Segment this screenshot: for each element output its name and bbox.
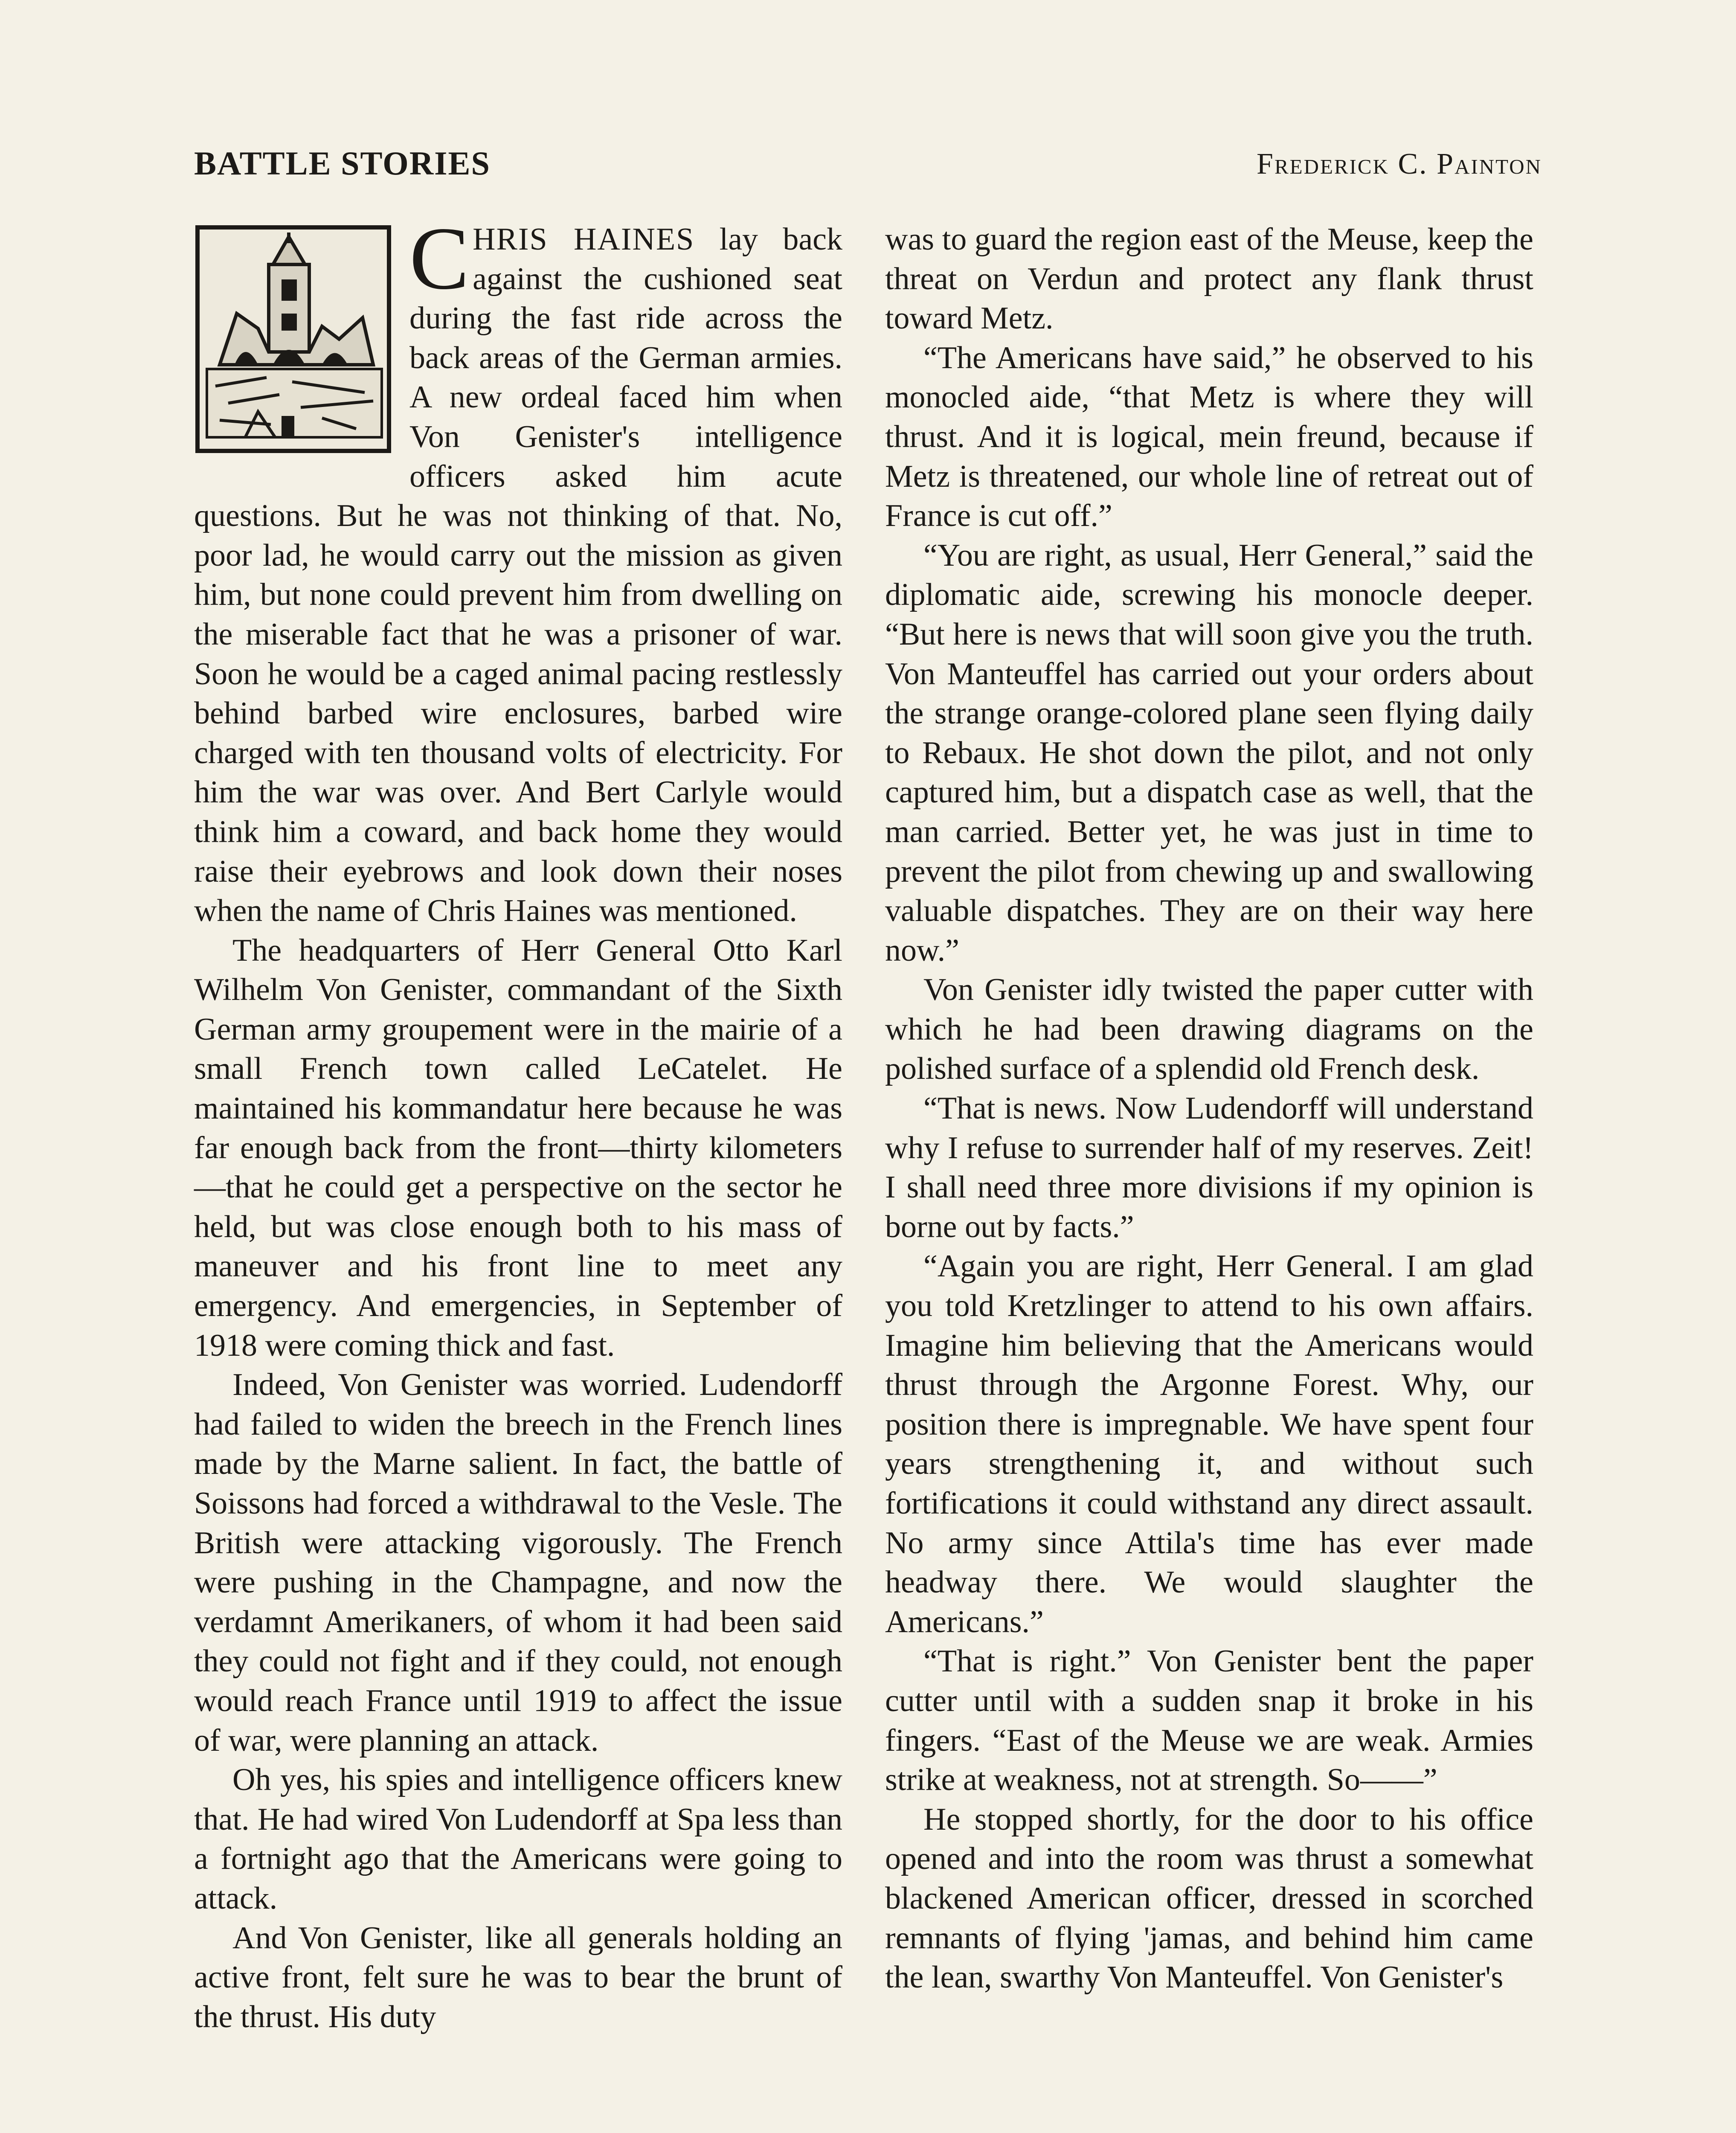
lead-in-caps: HRIS HAINES	[473, 222, 695, 257]
paragraph: “The Americans have said,” he observed to his monocled aide, “that Metz is where they will thrust. And it is logical, mein freund, because if Metz is threatened, our whole line of retreat out of France is cut off.”	[885, 340, 1533, 534]
paragraph: “You are right, as usual, Herr General,” said the diplomatic aide, screwing his monocle deeper. “But here is news that will soon give you the truth. Von Manteuffel has carried out your orders about the strange orange-colored plane seen flying daily to Rebaux. He shot down the pilot, and not only captured him, but a dispatch case as well, that the man carried. Better yet, he was just in time to prevent the pilot from chewing up and swallowing valuable dispatches. They are on their way here now.”	[885, 538, 1533, 968]
paragraph: Von Genister idly twisted the paper cutter with which he had been drawing diagrams on the polished surface of a splendid old French desk.	[885, 972, 1533, 1087]
paragraph: And Von Genister, like all generals holding an active front, felt sure he was to bear the brunt of the thrust. His duty	[194, 1920, 842, 2034]
paragraph: “Again you are right, Herr General. I am glad you told Kretzlinger to attend to his own affairs. Imagine him believing that the Americans would thrust through the Argonne Forest. Why, our position there is impregnable. We have spent four years strengthening it, and without such fortifications it could withstand any direct assault. No army since Attila's time has ever made headway there. We would slaughter the Americans.”	[885, 1249, 1533, 1639]
paragraph: Oh yes, his spies and intelligence officers knew that. He had wired Von Ludendorff at Spa less than a fortnight ago that the Americans were going to attack.	[194, 1762, 842, 1916]
paragraph: Indeed, Von Genister was worried. Ludendorff had failed to widen the breech in the French lines made by the Marne salient. In fact, the battle of Soissons had forced a withdrawal to the Vesle. The British were attacking vigorously. The French were pushing in the Champagne, and now the verdamnt Amerikaners, of whom it had been said they could not fight and if they could, not enough would reach France until 1919 to affect the issue of war, were planning an attack.	[194, 1367, 842, 1758]
paragraph: He stopped shortly, for the door to his office opened and into the room was thrust a somewhat blackened American officer, dressed in scorched remnants of flying 'jamas, and behind him came the lean, swarthy Von Manteuffel. Von Genister's	[885, 1802, 1533, 1995]
paragraph: “That is news. Now Ludendorff will understand why I refuse to surrender half of my reserves. Zeit! I shall need three more divisions if my opinion is borne out by facts.”	[885, 1091, 1533, 1244]
running-head-title: BATTLE STORIES	[194, 145, 491, 182]
ruined-church-icon	[194, 224, 392, 454]
drop-cap: C	[409, 209, 470, 308]
paragraph: was to guard the region east of the Meuse, keep the threat on Verdun and protect any flank thrust toward Metz.	[885, 222, 1533, 336]
paragraph: “That is right.” Von Genister bent the paper cutter until with a sudden snap it broke in his fingers. “East of the Meuse we are weak. Armies strike at weakness, not at strength. So——”	[885, 1644, 1533, 1798]
right-column	[885, 220, 1533, 1997]
paragraph: The headquarters of Herr General Otto Karl Wilhelm Von Genister, commandant of the Sixth German army groupement were in the mairie of a small French town called LeCatelet. He maintained his kommandatur here because he was far enough back from the front—thirty kilometers—that he could get a perspective on the sector he held, but was close enough both to his mass of maneuver and his front line to meet any emergency. And emergencies, in September of 1918 were coming thick and fast.	[194, 933, 842, 1363]
running-head-author: Frederick C. Painton	[1257, 148, 1542, 180]
left-column	[194, 209, 843, 2037]
paragraph-text: lay back against the cushioned seat during the fast ride across the back areas of the German armies. A new ordeal faced him when Von Genister's intelligence officers asked him acute questions. But he was not thinking of that. No, poor lad, he would carry out the mission as given him, but none could prevent him from dwelling on the miserable fact that he was a prisoner of war. Soon he would be a caged animal pacing restlessly behind barbed wire enclosures, barbed wire charged with ten thousand volts of electricity. For him the war was over. And Bert Carlyle would think him a coward, and back home they would raise their eyebrows and look down their noses when the name of Chris Haines was mentioned.	[194, 222, 843, 929]
